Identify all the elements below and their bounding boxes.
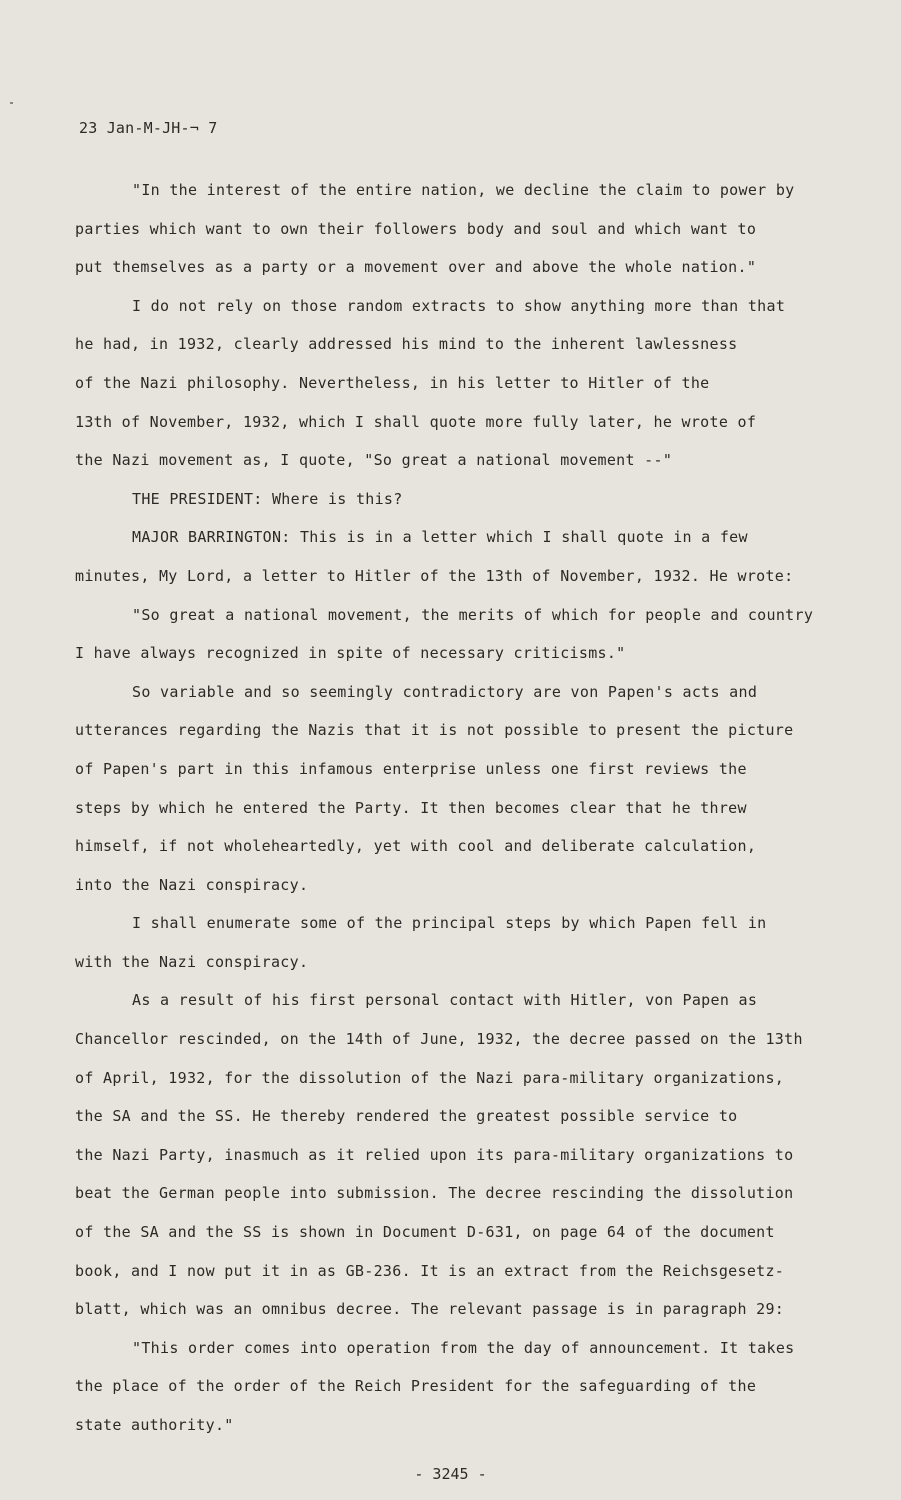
transcript-body (75, 171, 850, 1445)
paragraph-president-question: THE PRESIDENT: Where is this? (132, 489, 403, 508)
paragraph-quote-decline-claim: "In the interest of the entire nation, we decline the claim to power by parties which want to own their followers body and soul and which want to put themselves as a party or a movement over and above the whole nation." (75, 181, 795, 277)
page-reference: 23 Jan-M-JH-¬ 7 (79, 119, 218, 137)
paragraph-random-extracts: I do not rely on those random extracts to show anything more than that he had, in 1932, clearly addressed his mind to the inherent lawlessness of the Nazi philosophy. Nevertheless, in his letter to Hitler of the 13th of November, 1932, which I shall quote more fully later, he wrote of the Nazi movement as, I quote, "So great a national movement --" (75, 296, 786, 470)
paragraph-enumerate-steps: I shall enumerate some of the principal steps by which Papen fell in with the Nazi conspiracy. (75, 914, 767, 971)
paragraph-quote-order: "This order comes into operation from the day of announcement. It takes the place of the order of the Reich President for the safeguarding of the state authority." (75, 1338, 795, 1434)
paragraph-rescinded-decree: As a result of his first personal contact with Hitler, von Papen as Chancellor rescinded, on the 14th of June, 1932, the decree passed on the 13th of April, 1932, for the dissolution of the Nazi para-military organizations, the SA and the SS. He thereby rendered the greatest possible service to the Nazi Party, inasmuch as it relied upon its para-military organizations to beat the German people into submission. The decree rescinding the dissolution of the SA and the SS is shown in Document D-631, on page 64 of the document book, and I now put it in as GB-236. It is an extract from the Reichsgesetz- blatt, which was an omnibus decree. The relevant passage is in paragraph 29: (75, 991, 803, 1319)
paper-speck (10, 102, 13, 104)
paragraph-variable-acts: So variable and so seemingly contradictory are von Papen's acts and utterances regarding the Nazis that it is not possible to present the picture of Papen's part in this infamous enterprise unless one first reviews the steps by which he entered the Party. It then becomes clear that he threw himself, if not wholeheartedly, yet with cool and deliberate calculation, into the Nazi conspiracy. (75, 682, 794, 894)
paragraph-quote-national-movement: "So great a national movement, the merits of which for people and country I have always recognized in spite of necessary criticisms." (75, 605, 814, 663)
page-number: - 3245 - (414, 1465, 487, 1483)
paragraph-barrington-reply: MAJOR BARRINGTON: This is in a letter which I shall quote in a few minutes, My Lord, a letter to Hitler of the 13th of November, 1932. He wrote: (75, 528, 794, 585)
